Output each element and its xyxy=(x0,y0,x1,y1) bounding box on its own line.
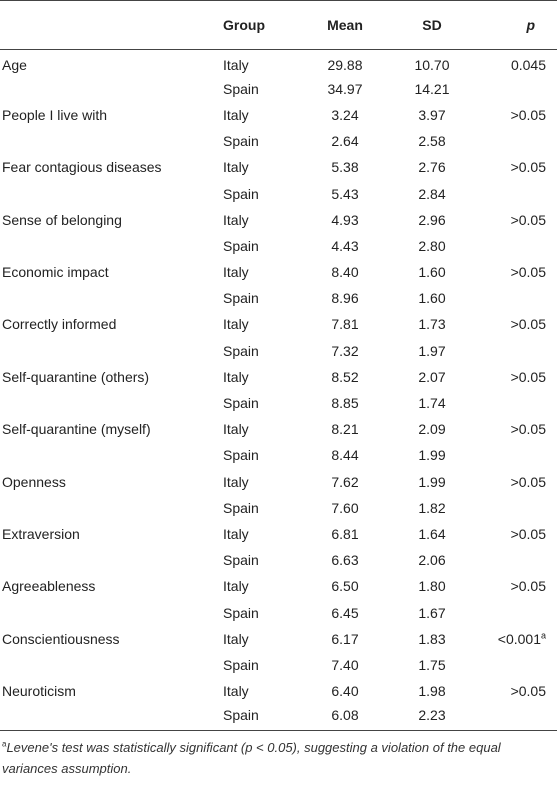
cell-p xyxy=(472,364,557,390)
cell-sd: 3.97 xyxy=(418,106,446,123)
table-row xyxy=(0,599,557,625)
cell-group: Spain xyxy=(216,704,298,730)
cell-sd: 2.07 xyxy=(418,368,446,385)
cell-mean: 6.17 xyxy=(331,630,359,647)
cell-sd: 2.84 xyxy=(418,185,446,202)
table-row xyxy=(0,442,557,468)
cell-sd: 1.73 xyxy=(418,316,446,333)
cell-group: Spain xyxy=(223,133,259,150)
cell-sd: 1.80 xyxy=(418,578,446,595)
p-value: <0.001 xyxy=(497,630,541,647)
cell-sd: 1.75 xyxy=(418,656,446,673)
cell-sd: 1.60 xyxy=(418,290,446,307)
table-row xyxy=(0,626,557,652)
cell-mean: 8.96 xyxy=(331,290,359,307)
cell-mean: 34.97 xyxy=(327,80,363,97)
cell-mean: 7.60 xyxy=(331,499,359,516)
cell-variable xyxy=(0,704,216,730)
table-row xyxy=(0,311,557,337)
header-group: Group xyxy=(216,1,298,50)
header-p: p xyxy=(472,1,557,50)
cell-mean: 7.32 xyxy=(331,342,359,359)
cell-group: Italy xyxy=(223,473,249,490)
header-variable xyxy=(0,1,216,50)
cell-sd: 2.23 xyxy=(392,704,472,730)
cell-sd: 1.64 xyxy=(418,525,446,542)
table-row xyxy=(0,547,557,573)
cell-variable xyxy=(0,128,216,154)
cell-p xyxy=(472,128,557,154)
cell-group: Spain xyxy=(223,395,259,412)
p-value: >0.05 xyxy=(510,473,546,490)
cell-p xyxy=(472,678,557,704)
cell-mean: 5.38 xyxy=(331,159,359,176)
table-row xyxy=(0,390,557,416)
table-row xyxy=(0,233,557,259)
cell-p xyxy=(472,495,557,521)
cell-mean: 7.40 xyxy=(331,656,359,673)
cell-p xyxy=(472,626,557,652)
p-value: >0.05 xyxy=(510,578,546,595)
cell-sd: 1.97 xyxy=(418,342,446,359)
cell-variable: People I live with xyxy=(2,106,108,123)
cell-variable: Self-quarantine (myself) xyxy=(2,421,151,438)
table-row xyxy=(0,678,557,704)
cell-p xyxy=(472,416,557,442)
cell-mean: 6.50 xyxy=(331,578,359,595)
p-value: >0.05 xyxy=(510,264,546,281)
cell-variable: Neuroticism xyxy=(2,683,76,700)
table-row xyxy=(0,573,557,599)
cell-sd: 1.83 xyxy=(418,630,446,647)
cell-group: Spain xyxy=(223,80,259,97)
p-value: >0.05 xyxy=(510,421,546,438)
cell-p xyxy=(472,338,557,364)
cell-sd: 2.58 xyxy=(418,133,446,150)
cell-p xyxy=(472,154,557,180)
cell-sd: 1.82 xyxy=(418,499,446,516)
cell-group: Italy xyxy=(223,316,249,333)
table-header xyxy=(0,1,557,50)
table-row xyxy=(0,364,557,390)
cell-sd: 2.06 xyxy=(418,552,446,569)
cell-group: Spain xyxy=(223,290,259,307)
p-footnote-marker: a xyxy=(540,630,546,641)
p-value: >0.05 xyxy=(510,106,546,123)
cell-mean: 8.44 xyxy=(331,447,359,464)
cell-sd: 1.67 xyxy=(418,604,446,621)
cell-variable xyxy=(0,547,216,573)
cell-sd: 1.99 xyxy=(418,473,446,490)
cell-mean: 6.45 xyxy=(331,604,359,621)
table-row xyxy=(0,285,557,311)
cell-mean: 29.88 xyxy=(327,57,363,74)
cell-group: Italy xyxy=(223,630,249,647)
cell-sd: 10.70 xyxy=(414,57,450,74)
table-row xyxy=(0,652,557,678)
cell-p xyxy=(472,207,557,233)
cell-p xyxy=(472,442,557,468)
cell-mean: 6.81 xyxy=(331,525,359,542)
footnote-marker: a xyxy=(2,739,7,749)
cell-group: Spain xyxy=(223,447,259,464)
table-row xyxy=(0,416,557,442)
cell-mean: 4.43 xyxy=(331,237,359,254)
cell-p xyxy=(472,102,557,128)
cell-sd: 2.80 xyxy=(418,237,446,254)
cell-mean: 6.08 xyxy=(298,704,392,730)
p-value: >0.05 xyxy=(510,683,546,700)
table-row xyxy=(0,102,557,128)
cell-sd: 14.21 xyxy=(414,80,450,97)
cell-p xyxy=(472,573,557,599)
cell-group: Italy xyxy=(223,57,249,74)
cell-p xyxy=(472,652,557,678)
cell-mean: 3.24 xyxy=(331,106,359,123)
cell-mean: 4.93 xyxy=(331,211,359,228)
cell-mean: 6.40 xyxy=(331,683,359,700)
table-footnote xyxy=(0,731,557,779)
cell-p xyxy=(472,180,557,206)
cell-p xyxy=(472,469,557,495)
cell-group: Spain xyxy=(223,656,259,673)
cell-variable xyxy=(0,495,216,521)
cell-p xyxy=(472,259,557,285)
table-row xyxy=(0,180,557,206)
cell-variable: Conscientiousness xyxy=(2,630,120,647)
cell-variable: Self-quarantine (others) xyxy=(2,368,150,385)
cell-p xyxy=(472,285,557,311)
cell-p xyxy=(472,390,557,416)
table-row xyxy=(0,469,557,495)
cell-group: Italy xyxy=(223,421,249,438)
table-row xyxy=(0,50,557,76)
cell-p xyxy=(472,233,557,259)
table-row xyxy=(0,154,557,180)
table-body xyxy=(0,50,557,731)
table-row xyxy=(0,704,557,730)
p-value: >0.05 xyxy=(510,368,546,385)
cell-variable xyxy=(0,442,216,468)
cell-group: Spain xyxy=(223,604,259,621)
cell-p xyxy=(472,599,557,625)
cell-mean: 8.52 xyxy=(331,368,359,385)
cell-group: Italy xyxy=(223,106,249,123)
cell-mean: 7.62 xyxy=(331,473,359,490)
footnote-text: Levene's test was statistically significant (p < 0.05), suggesting a violation of the equal variances assumption. xyxy=(2,739,501,776)
cell-variable: Age xyxy=(2,57,27,74)
p-value: >0.05 xyxy=(510,159,546,176)
header-mean: Mean xyxy=(298,1,392,50)
cell-mean: 8.21 xyxy=(331,421,359,438)
header-sd: SD xyxy=(392,1,472,50)
cell-sd: 1.60 xyxy=(418,264,446,281)
cell-group: Italy xyxy=(223,211,249,228)
p-value: >0.05 xyxy=(510,525,546,542)
cell-variable: Extraversion xyxy=(2,525,80,542)
cell-group: Italy xyxy=(223,525,249,542)
cell-mean: 8.85 xyxy=(331,395,359,412)
cell-group: Italy xyxy=(223,368,249,385)
cell-variable xyxy=(0,180,216,206)
cell-p xyxy=(472,311,557,337)
p-value: >0.05 xyxy=(510,211,546,228)
cell-group: Italy xyxy=(223,683,249,700)
cell-group: Spain xyxy=(223,185,259,202)
table-row xyxy=(0,128,557,154)
cell-mean: 2.64 xyxy=(331,133,359,150)
cell-group: Spain xyxy=(223,499,259,516)
cell-group: Spain xyxy=(223,237,259,254)
cell-group: Spain xyxy=(223,342,259,359)
table-row xyxy=(0,495,557,521)
cell-variable: Agreeableness xyxy=(2,578,96,595)
cell-group: Italy xyxy=(223,159,249,176)
cell-sd: 1.99 xyxy=(418,447,446,464)
cell-sd: 2.76 xyxy=(418,159,446,176)
cell-sd: 1.98 xyxy=(418,683,446,700)
cell-mean: 8.40 xyxy=(331,264,359,281)
cell-mean: 7.81 xyxy=(331,316,359,333)
cell-sd: 1.74 xyxy=(418,395,446,412)
p-value: 0.045 xyxy=(510,57,546,74)
cell-variable: Sense of belonging xyxy=(2,211,122,228)
table-row xyxy=(0,521,557,547)
cell-variable xyxy=(0,233,216,259)
cell-variable xyxy=(0,338,216,364)
cell-variable xyxy=(0,652,216,678)
cell-group: Italy xyxy=(223,264,249,281)
cell-sd: 2.09 xyxy=(418,421,446,438)
table-row xyxy=(0,259,557,285)
cell-p xyxy=(472,547,557,573)
cell-variable xyxy=(0,285,216,311)
cell-variable: Correctly informed xyxy=(2,316,117,333)
cell-p xyxy=(472,76,557,102)
cell-mean: 6.63 xyxy=(331,552,359,569)
p-value: >0.05 xyxy=(510,316,546,333)
cell-group: Italy xyxy=(223,578,249,595)
table-row xyxy=(0,338,557,364)
table-row xyxy=(0,76,557,102)
cell-variable: Economic impact xyxy=(2,264,109,281)
cell-variable xyxy=(0,76,216,102)
cell-p xyxy=(472,50,557,76)
cell-variable xyxy=(0,599,216,625)
header-row xyxy=(0,1,557,50)
cell-p xyxy=(472,521,557,547)
cell-variable: Openness xyxy=(2,473,66,490)
cell-group: Spain xyxy=(223,552,259,569)
cell-p xyxy=(472,704,557,730)
table-row xyxy=(0,207,557,233)
cell-mean: 5.43 xyxy=(331,185,359,202)
cell-variable xyxy=(0,390,216,416)
cell-sd: 2.96 xyxy=(418,211,446,228)
cell-variable: Fear contagious diseases xyxy=(2,159,162,176)
